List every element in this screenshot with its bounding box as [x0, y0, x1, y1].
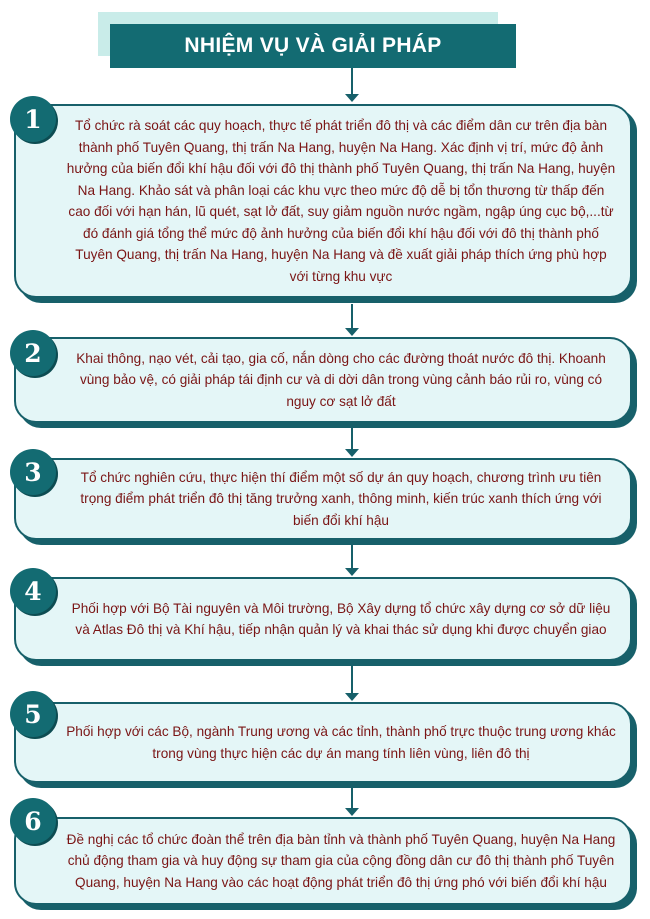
step-number-badge: 4 [10, 568, 56, 614]
step-number-badge: 5 [10, 691, 56, 737]
connector-line [351, 428, 353, 449]
step-card-2 [14, 337, 632, 423]
connector-line [351, 68, 353, 95]
connector-line [351, 788, 353, 808]
step-number-badge: 2 [10, 330, 56, 376]
connector-arrow [345, 328, 359, 336]
connector-arrow [345, 808, 359, 816]
title-banner [98, 12, 518, 70]
connector-arrow [345, 449, 359, 457]
step-number-badge: 3 [10, 449, 56, 495]
connector-arrow [345, 94, 359, 102]
step-text: Đề nghị các tổ chức đoàn thể trên địa bàn tỉnh và thành phố Tuyên Quang, huyện Na Hang chủ động tham gia và huy động sự tham gia của cộng đồng dân cư đô thị thành phố Tuyên Quang, huyện Na Hang vào các hoạt động phát triển đô thị ứng phó với biến đổi khí hậu [66, 831, 616, 890]
step-card-3 [14, 458, 632, 540]
step-number-badge: 1 [10, 96, 56, 142]
step-text: Phối hợp với các Bộ, ngành Trung ương và các tỉnh, thành phố trực thuộc trung ương khác trong vùng thực hiện các dự án mang tính liên vùng, liên đô thị [66, 724, 616, 761]
step-number-badge: 6 [10, 798, 56, 844]
connector-arrow [345, 568, 359, 576]
connector-line [351, 666, 353, 694]
step-card-1 [14, 104, 632, 298]
step-card-4 [14, 577, 632, 661]
step-card-5 [14, 702, 632, 783]
step-text: Tổ chức rà soát các quy hoạch, thực tế phát triển đô thị và các điểm dân cư trên địa bàn thành phố Tuyên Quang, thị trấn Na Hang, huyện Na Hang. Xác định vị trí, mức độ ảnh hưởng của biến đổi khí hậu đối với đô thị thành phố Tuyên Quang, thị trấn Na Hang, huyện Na Hang. Khảo sát và phân loại các khu vực theo mức độ dễ bị tổn thương từ thấp đến cao đối với hạn hán, lũ quét, sạt lở đất, suy giảm nguồn nước ngầm, ngập úng cục bộ,...từ đó đánh giá tổng thể mức độ ảnh hưởng của biến đổi khí hậu đối với đô thị thành phố Tuyên Quang, thị trấn Na Hang, huyện Na Hang và đề xuất giải pháp thích ứng phù hợp với từng khu vực [66, 118, 616, 284]
connector-line [351, 304, 353, 329]
page-title: NHIỆM VỤ VÀ GIẢI PHÁP [110, 24, 516, 68]
step-text: Tổ chức nghiên cứu, thực hiện thí điểm một số dự án quy hoạch, chương trình ưu tiên trọng điểm phát triển đô thị tăng trưởng xanh, thông minh, kiến trúc xanh thích ứng với biến đổi khí hậu [80, 469, 602, 528]
step-text: Phối hợp với Bộ Tài nguyên và Môi trường, Bộ Xây dựng tổ chức xây dựng cơ sở dữ liệu và Atlas Đô thị và Khí hậu, tiếp nhận quản lý và khai thác sử dụng khi được chuyển giao [71, 600, 611, 637]
step-text: Khai thông, nạo vét, cải tạo, gia cố, nắn dòng cho các đường thoát nước đô thị. Khoanh vùng bảo vệ, có giải pháp tái định cư và di dời dân trong vùng cảnh báo rủi ro, vùng có nguy cơ sạt lở đất [76, 350, 606, 409]
connector-arrow [345, 693, 359, 701]
step-card-6 [14, 817, 632, 905]
connector-line [351, 545, 353, 569]
